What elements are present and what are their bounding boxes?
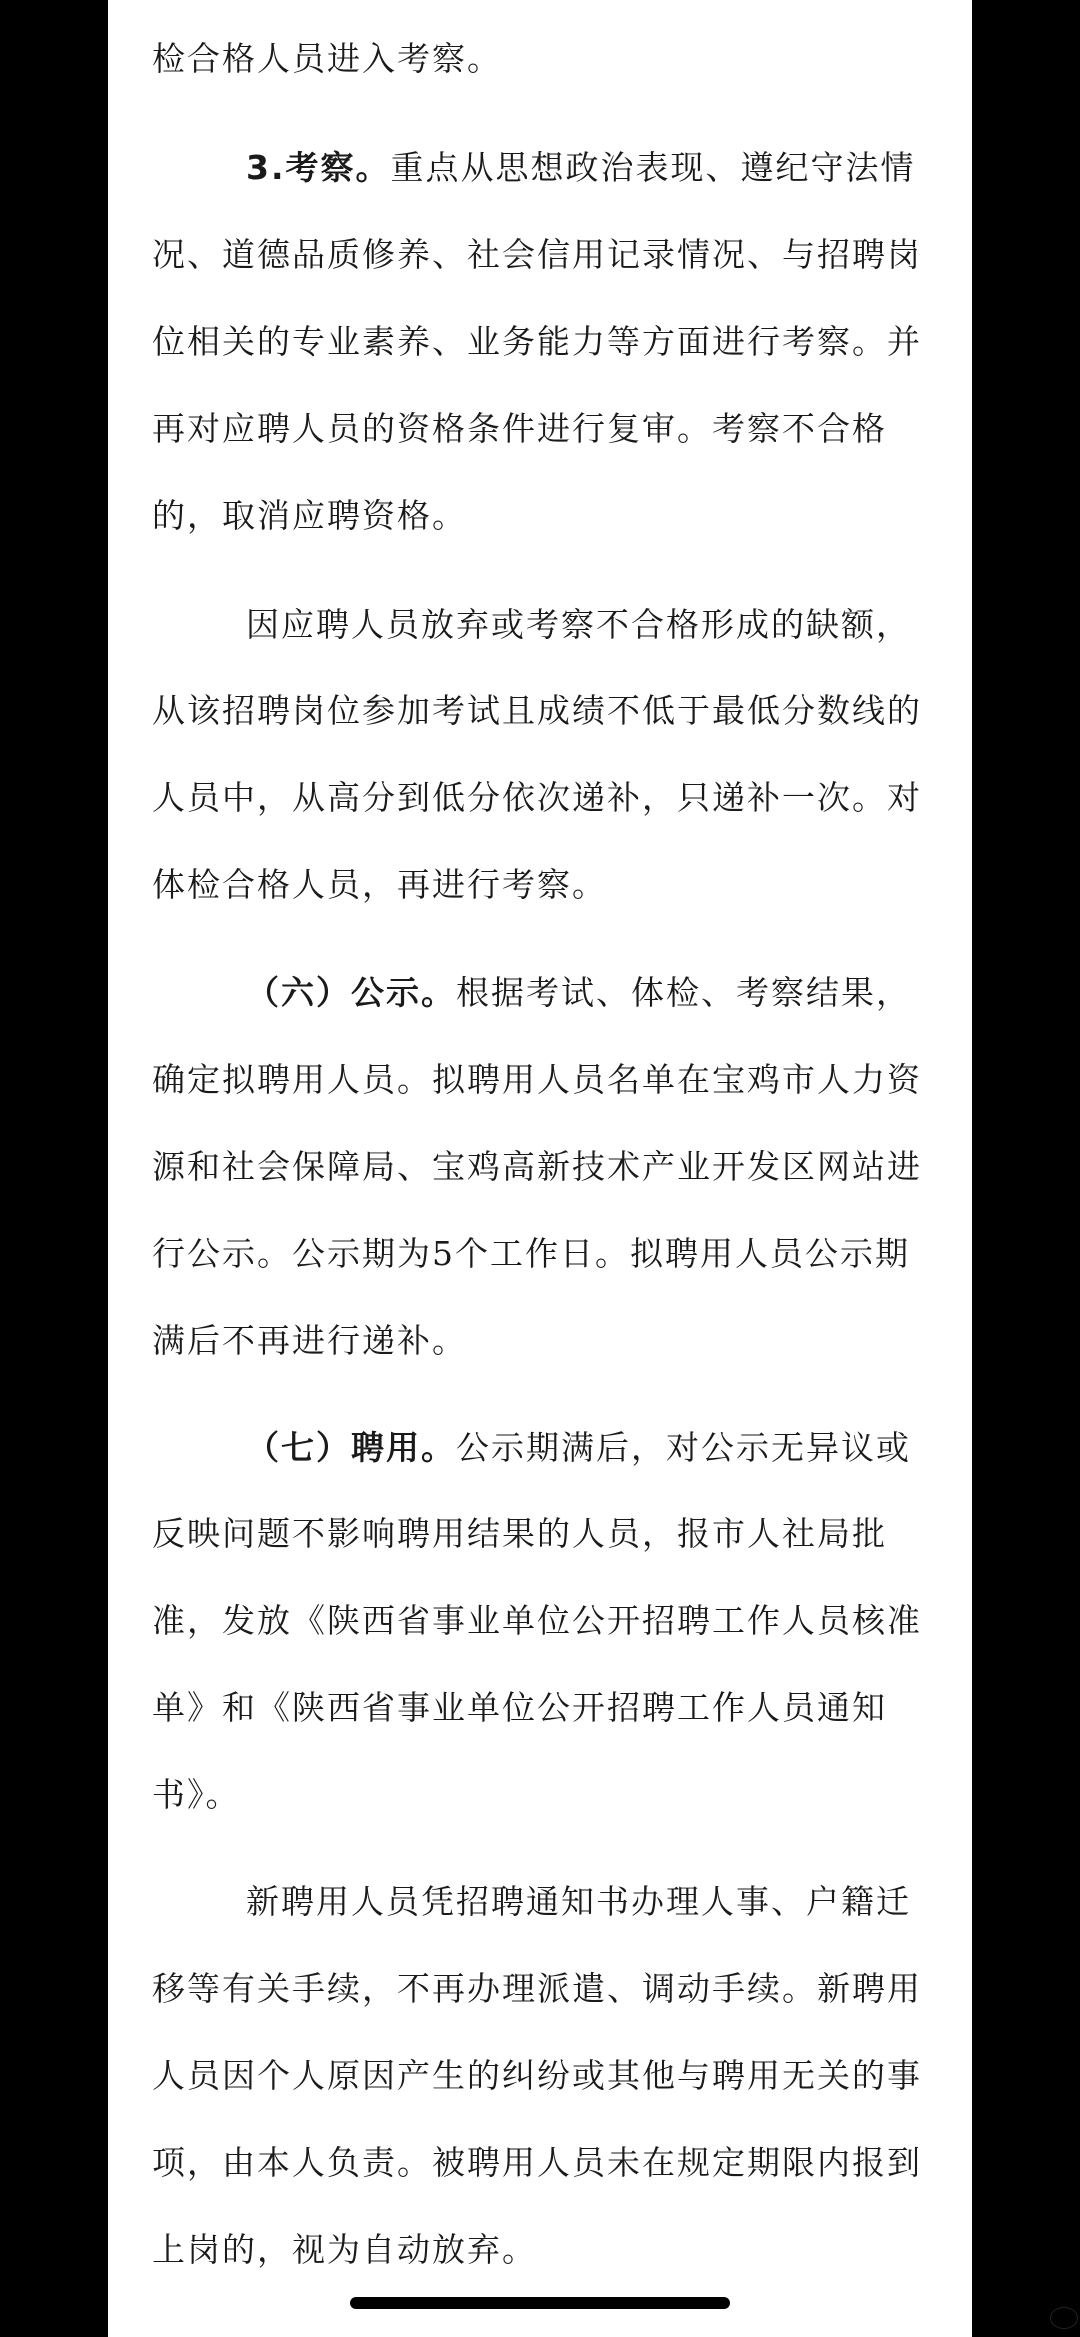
paragraph-line: 位相关的专业素养、业务能力等方面进行考察。并 <box>152 322 922 361</box>
paragraph-line <box>246 146 916 190</box>
paragraph-line: 新聘用人员凭招聘通知书办理人事、户籍迁 <box>246 1882 911 1921</box>
paragraph-line: 再对应聘人员的资格条件进行复审。考察不合格 <box>152 409 887 448</box>
paragraph-text: 根据考试、体检、考察结果， <box>456 973 911 1012</box>
paragraph-line: 因应聘人员放弃或考察不合格形成的缺额， <box>246 605 911 644</box>
paragraph-text: 公示期满后，对公示无异议或 <box>456 1428 911 1467</box>
paragraph-line: 行公示。公示期为5个工作日。拟聘用人员公示期 <box>152 1234 910 1273</box>
paragraph-line: 检合格人员进入考察。 <box>152 39 502 78</box>
paragraph-line <box>246 1426 911 1470</box>
paragraph-line: 反映问题不影响聘用结果的人员，报市人社局批 <box>152 1514 887 1553</box>
document-page <box>108 0 972 2337</box>
watermark-logo <box>1050 2307 1078 2329</box>
paragraph-line: 移等有关手续，不再办理派遣、调动手续。新聘用 <box>152 1969 922 2008</box>
paragraph-line: 人员中，从高分到低分依次递补，只递补一次。对 <box>152 778 922 817</box>
paragraph-line: 满后不再进行递补。 <box>152 1321 467 1360</box>
paragraph-line: 体检合格人员，再进行考察。 <box>152 865 607 904</box>
section-heading-employment: （七）聘用。 <box>246 1428 456 1467</box>
paragraph-line: 项，由本人负责。被聘用人员未在规定期限内报到 <box>152 2143 922 2182</box>
paragraph-line: 况、道德品质修养、社会信用记录情况、与招聘岗 <box>152 235 922 274</box>
paragraph-line: 从该招聘岗位参加考试且成绩不低于最低分数线的 <box>152 691 922 730</box>
paragraph-line: 上岗的，视为自动放弃。 <box>152 2230 537 2269</box>
paragraph-line: 的，取消应聘资格。 <box>152 496 467 535</box>
section-heading-inspection: 3.考察。 <box>246 148 391 187</box>
paragraph-line: 书》。 <box>152 1775 241 1814</box>
paragraph-line: 准，发放《陕西省事业单位公开招聘工作人员核准 <box>152 1601 922 1640</box>
paragraph-text: 重点从思想政治表现、遵纪守法情 <box>390 148 916 187</box>
paragraph-line: 确定拟聘用人员。拟聘用人员名单在宝鸡市人力资 <box>152 1060 922 1099</box>
section-heading-publicity: （六）公示。 <box>246 973 456 1012</box>
paragraph-line <box>246 971 911 1015</box>
paragraph-line: 源和社会保障局、宝鸡高新技术产业开发区网站进 <box>152 1147 922 1186</box>
paragraph-line: 单》和《陕西省事业单位公开招聘工作人员通知 <box>152 1688 887 1727</box>
home-indicator[interactable] <box>350 2297 730 2309</box>
paragraph-line: 人员因个人原因产生的纠纷或其他与聘用无关的事 <box>152 2056 922 2095</box>
